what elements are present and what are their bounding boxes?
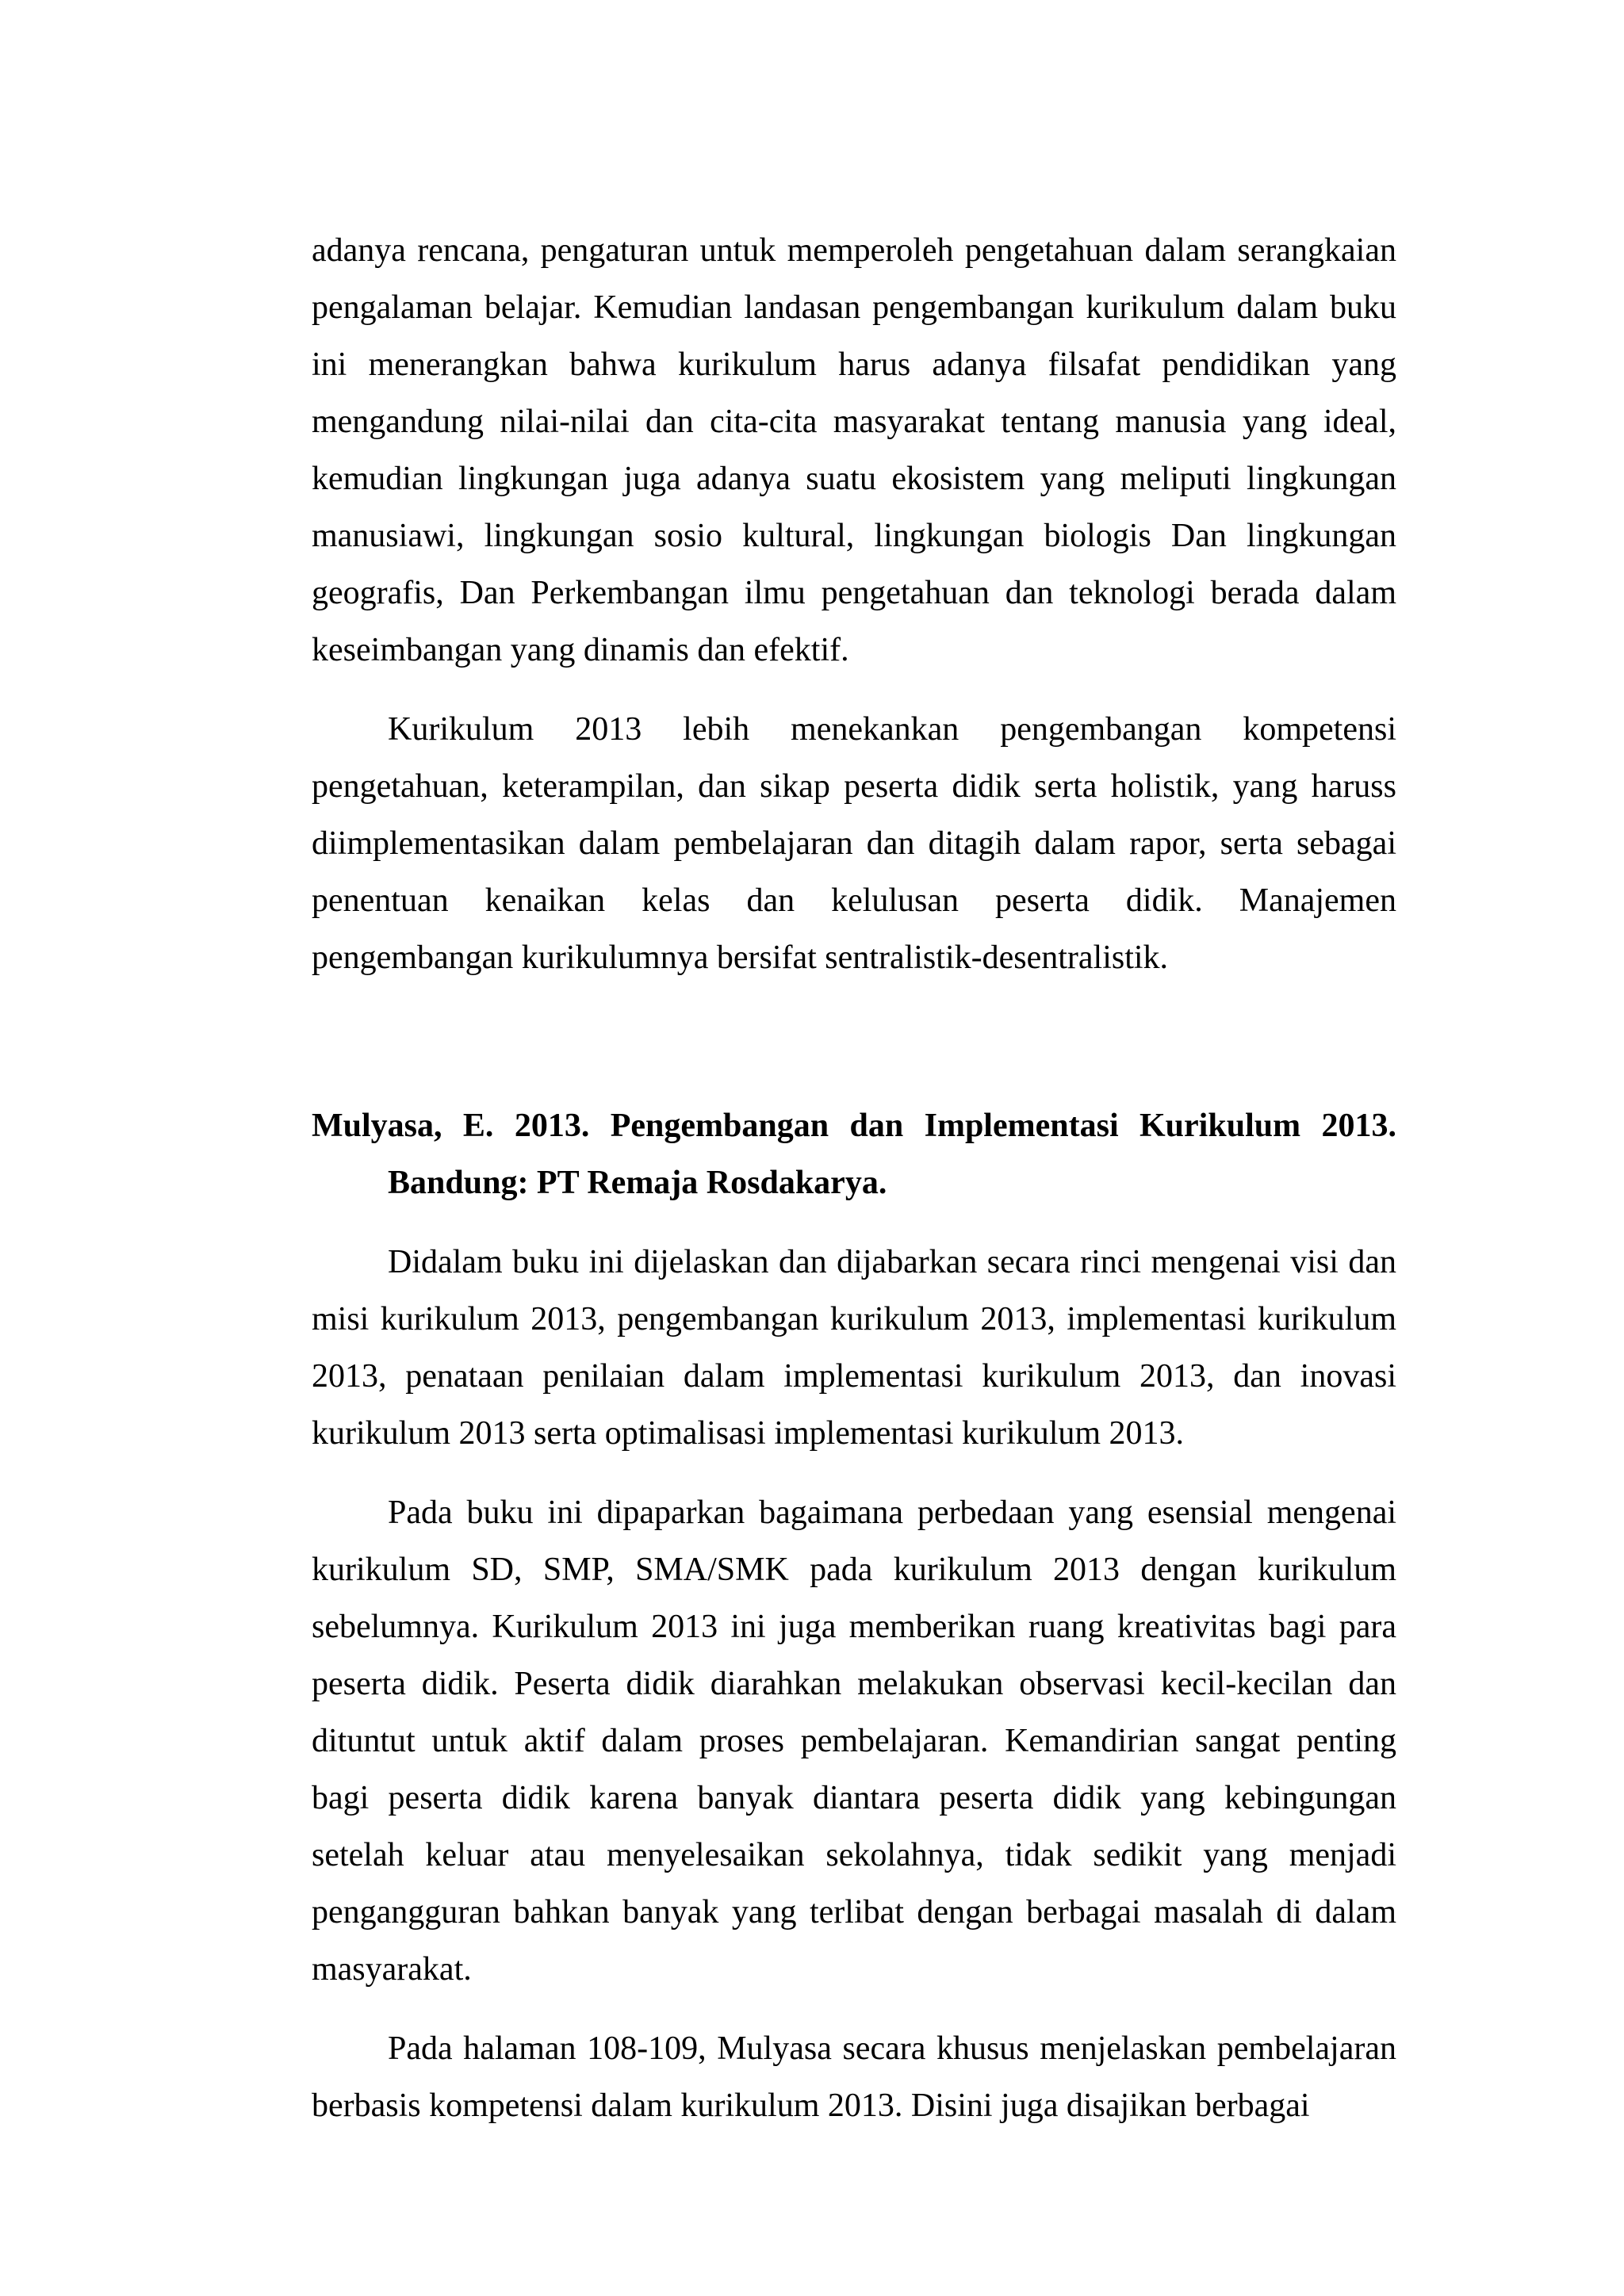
text-column [312,222,1396,2156]
paragraph-halaman: Pada halaman 108-109, Mulyasa secara khusus menjelaskan pembelajaran berbasis kompetensi dalam kurikulum 2013. Disini juga disajikan berbagai [312,2030,1396,2124]
paragraph-kurikulum-2013: Kurikulum 2013 lebih menekankan pengembangan kompetensi pengetahuan, keterampilan, dan sikap peserta didik serta holistik, yang haruss diimplementasikan dalam pembelajaran dan ditagih dalam rapor, serta sebagai penentuan kenaikan kelas dan kelulusan peserta didik. Manajemen pengembangan kurikulumnya bersifat sentralistik-desentralistik. [312,711,1396,976]
paragraph-perbedaan: Pada buku ini dipaparkan bagaimana perbedaan yang esensial mengenai kurikulum SD, SMP, SMA/SMK pada kurikulum 2013 dengan kurikulum sebelumnya. Kurikulum 2013 ini juga memberikan ruang kreativitas bagi para peserta didik. Peserta didik diarahkan melakukan observasi kecil-kecilan dan dituntut untuk aktif dalam proses pembelajaran. Kemandirian sangat penting bagi peserta didik karena banyak diantara peserta didik yang kebingungan setelah keluar atau menyelesaikan sekolahnya, tidak sedikit yang menjadi pengangguran bahkan banyak yang terlibat dengan berbagai masalah di dalam masyarakat. [312,1494,1396,1988]
paragraph-visi-misi: Didalam buku ini dijelaskan dan dijabarkan secara rinci mengenai visi dan misi kurikulum 2013, pengembangan kurikulum 2013, implementasi kurikulum 2013, penataan penilaian dalam implementasi kurikulum 2013, dan inovasi kurikulum 2013 serta optimalisasi implementasi kurikulum 2013. [312,1244,1396,1452]
reference-heading: Mulyasa, E. 2013. Pengembangan dan Implementasi Kurikulum 2013. Bandung: PT Remaja Rosdakarya. [312,1108,1396,1201]
paragraph-landasan: adanya rencana, pengaturan untuk memperoleh pengetahuan dalam serangkaian pengalaman belajar. Kemudian landasan pengembangan kurikulum dalam buku ini menerangkan bahwa kurikulum harus adanya filsafat pendidikan yang mengandung nilai-nilai dan cita-cita masyarakat tentang manusia yang ideal, kemudian lingkungan juga adanya suatu ekosistem yang meliputi lingkungan manusiawi, lingkungan sosio kultural, lingkungan biologis Dan lingkungan geografis, Dan Perkembangan ilmu pengetahuan dan teknologi berada dalam keseimbangan yang dinamis dan efektif. [312,232,1396,668]
